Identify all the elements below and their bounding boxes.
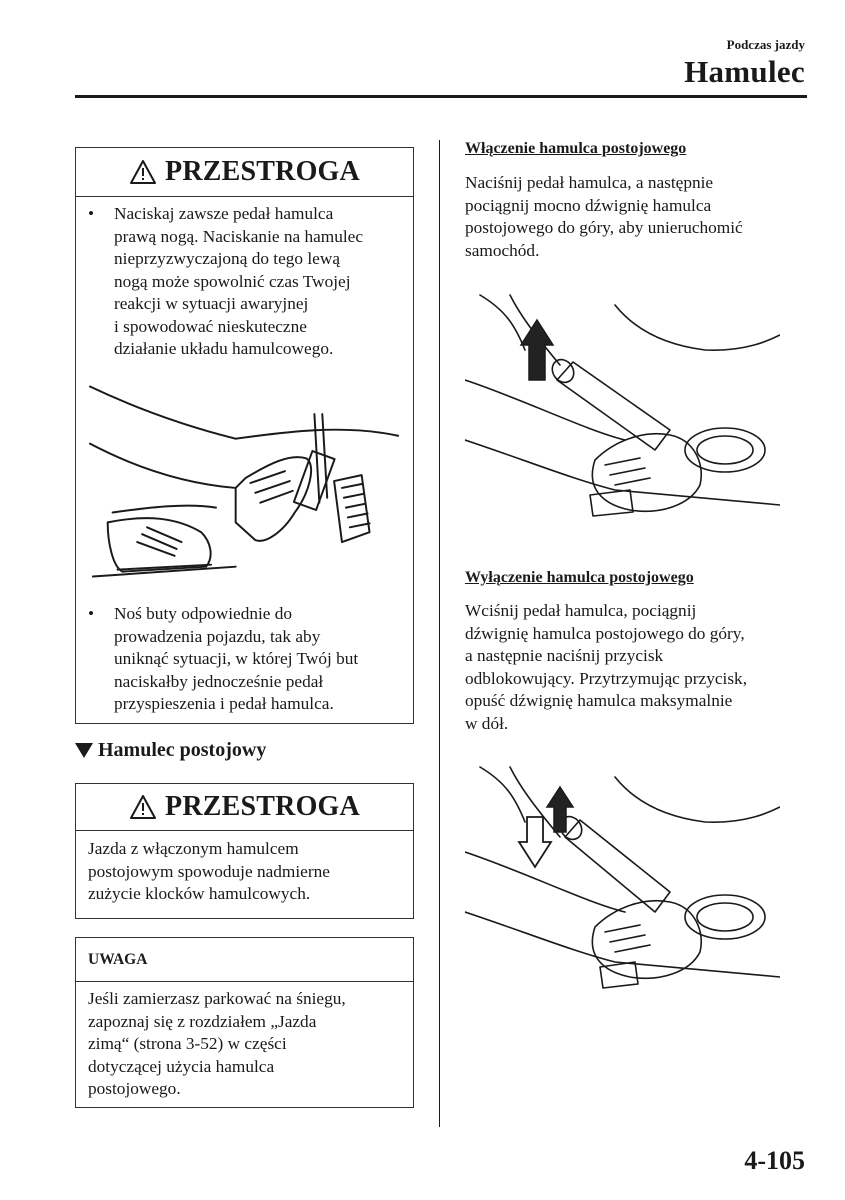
release-text: Wciśnij pedał hamulca, pociągnij dźwignię hamulca postojowego do góry, a następnie naciśnij przycisk odblokowujący. Przytrzymując przycisk, opuść dźwignię hamulca maksymalnie w dół. [465,601,748,733]
page-number: 4-105 [744,1146,805,1175]
warning-triangle-icon [129,159,157,185]
handbrake-engage-illustration [465,290,780,520]
caution-header [76,148,413,197]
note-text: Jeśli zamierzasz parkować na śniegu, zapoznaj się z rozdziałem „Jazda zimą“ (strona 3-52) w części dotyczącej użycia hamulca postojowego. [88,989,346,1098]
caution-header [76,784,413,831]
note-box [75,937,414,1108]
arrow-down-icon [519,817,551,867]
page-title: Hamulec [684,54,805,89]
section-triangle-icon [75,743,93,758]
release-heading: Wyłączenie hamulca postojowego [465,569,694,586]
pedal-foot-illustration [88,383,403,583]
section-title: Hamulec postojowy [98,739,267,761]
engage-text: Naciśnij pedał hamulca, a następnie pociągnij mocno dźwignię hamulca postojowego do góry, aby unieruchomić samochód. [465,173,743,260]
bullet-dot: • [88,604,95,623]
bullet-dot: • [88,204,95,223]
handbrake-release-illustration [465,762,780,992]
section-heading [75,739,266,762]
caution-bullet [86,603,358,716]
caution-text: Jazda z włączonym hamulcem postojowym spowoduje nadmierne zużycie klocków hamulcowych. [88,839,330,903]
caution-box-pedal [75,147,414,724]
note-title: UWAGA [76,938,413,982]
caution-box-parking [75,783,414,919]
header-rule [75,95,807,98]
column-divider [439,140,440,1127]
engage-heading: Włączenie hamulca postojowego [465,140,687,157]
running-header-section: Podczas jazdy [726,37,805,52]
caution-bullet [86,203,363,361]
bullet-text: Noś buty odpowiednie do prowadzenia pojazdu, tak aby uniknąć sytuacji, w której Twój but naciskałby jednocześnie pedał przyspieszenia i pedał hamulca. [114,604,359,713]
caution-title: PRZESTROGA [165,156,360,187]
bullet-text: Naciskaj zawsze pedał hamulca prawą nogą. Naciskanie na hamulec nieprzyzwyczajoną do tego lewą nogą może spowolnić czas Twojej reakcji w sytuacji awaryjnej i spowodować nieskuteczne działanie układu hamulcowego. [114,204,364,358]
caution-title: PRZESTROGA [165,791,360,822]
warning-triangle-icon [129,794,157,820]
